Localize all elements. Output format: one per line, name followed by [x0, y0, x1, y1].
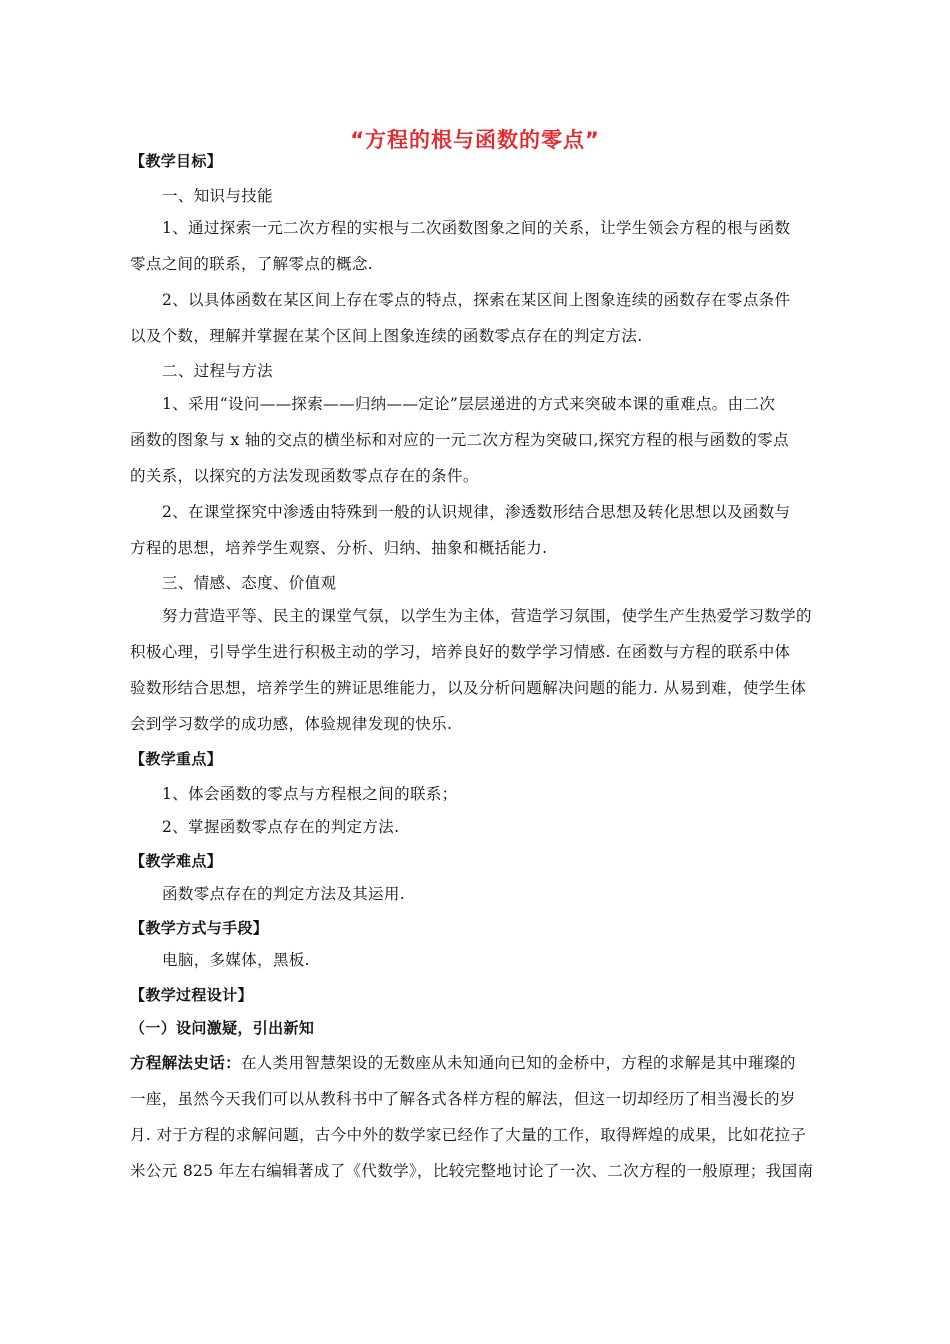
- subsection-heading: （一）设问激疑，引出新知: [130, 1019, 315, 1037]
- paragraph-line: 1、采用“设问——探索——归纳——定论”层层递进的方式来突破本课的重难点。由二次: [162, 395, 776, 413]
- subheading-process-methods: 二、过程与方法: [162, 362, 273, 380]
- inline-text: 在人类用智慧架设的无数座从未知通向已知的金桥中，方程的求解是其中璀璨的: [240, 1054, 796, 1072]
- paragraph-line: 函数零点存在的判定方法及其运用.: [162, 885, 406, 903]
- paragraph-line: 的关系，以探究的方法发现函数零点存在的条件。: [130, 467, 479, 485]
- paragraph-line: 一座，虽然今天我们可以从教科书中了解各式各样方程的解法，但这一切却经历了相当漫长的岁: [130, 1090, 796, 1108]
- list-item: 2、掌握函数零点存在的判定方法.: [162, 818, 400, 836]
- section-heading-methods-means: 【教学方式与手段】: [130, 919, 269, 937]
- section-heading-key-points: 【教学重点】: [130, 750, 223, 768]
- paragraph-line: 函数的图象与 x 轴的交点的横坐标和对应的一元二次方程为突破口,探究方程的根与函数的零点: [130, 431, 789, 449]
- section-heading-process-design: 【教学过程设计】: [130, 986, 253, 1004]
- inline-bold-label: 方程解法史话：: [130, 1054, 241, 1072]
- list-item: 1、体会函数的零点与方程根之间的联系；: [162, 785, 458, 803]
- section-heading-difficulties: 【教学难点】: [130, 852, 223, 870]
- page-title: “方程的根与函数的零点”: [350, 128, 600, 152]
- paragraph-line: 2、在课堂探究中渗透由特殊到一般的认识规律，渗透数形结合思想及转化思想以及函数与: [162, 503, 791, 521]
- paragraph-line: 米公元 825 年左右编辑著成了《代数学》，比较完整地讨论了一次、二次方程的一般原理；我国南: [130, 1162, 814, 1180]
- paragraph-line: 方程的思想，培养学生观察、分析、归纳、抽象和概括能力.: [130, 539, 548, 557]
- paragraph-line: 月. 对于方程的求解问题，古今中外的数学家已经作了大量的工作，取得辉煌的成果，比如花拉子: [130, 1126, 807, 1144]
- paragraph-line: 电脑，多媒体，黑板.: [162, 951, 310, 969]
- subheading-knowledge-skills: 一、知识与技能: [162, 187, 273, 205]
- paragraph-line: 积极心理，引导学生进行积极主动的学习，培养良好的数学学习情感. 在函数与方程的联系中体: [130, 643, 791, 661]
- paragraph-line: 以及个数，理解并掌握在某个区间上图象连续的函数零点存在的判定方法.: [130, 327, 643, 345]
- paragraph-line: 会到学习数学的成功感，体验规律发现的快乐.: [130, 715, 453, 733]
- paragraph-line: 验数形结合思想，培养学生的辨证思维能力，以及分析问题解决问题的能力. 从易到难，使学生体: [130, 679, 807, 697]
- paragraph-line: 零点之间的联系，了解零点的概念.: [130, 255, 374, 273]
- section-heading-objectives: 【教学目标】: [130, 152, 223, 170]
- paragraph-line: 2、以具体函数在某区间上存在零点的特点，探索在某区间上图象连续的函数存在零点条件: [162, 291, 791, 309]
- paragraph-line: 努力营造平等、民主的课堂气氛，以学生为主体，营造学习氛围，使学生产生热爱学习数学的: [162, 607, 812, 625]
- paragraph-line: 1、通过探索一元二次方程的实根与二次函数图象之间的关系，让学生领会方程的根与函数: [162, 219, 791, 237]
- subheading-values: 三、情感、态度、价值观: [162, 574, 337, 592]
- paragraph-line: [130, 1053, 830, 1073]
